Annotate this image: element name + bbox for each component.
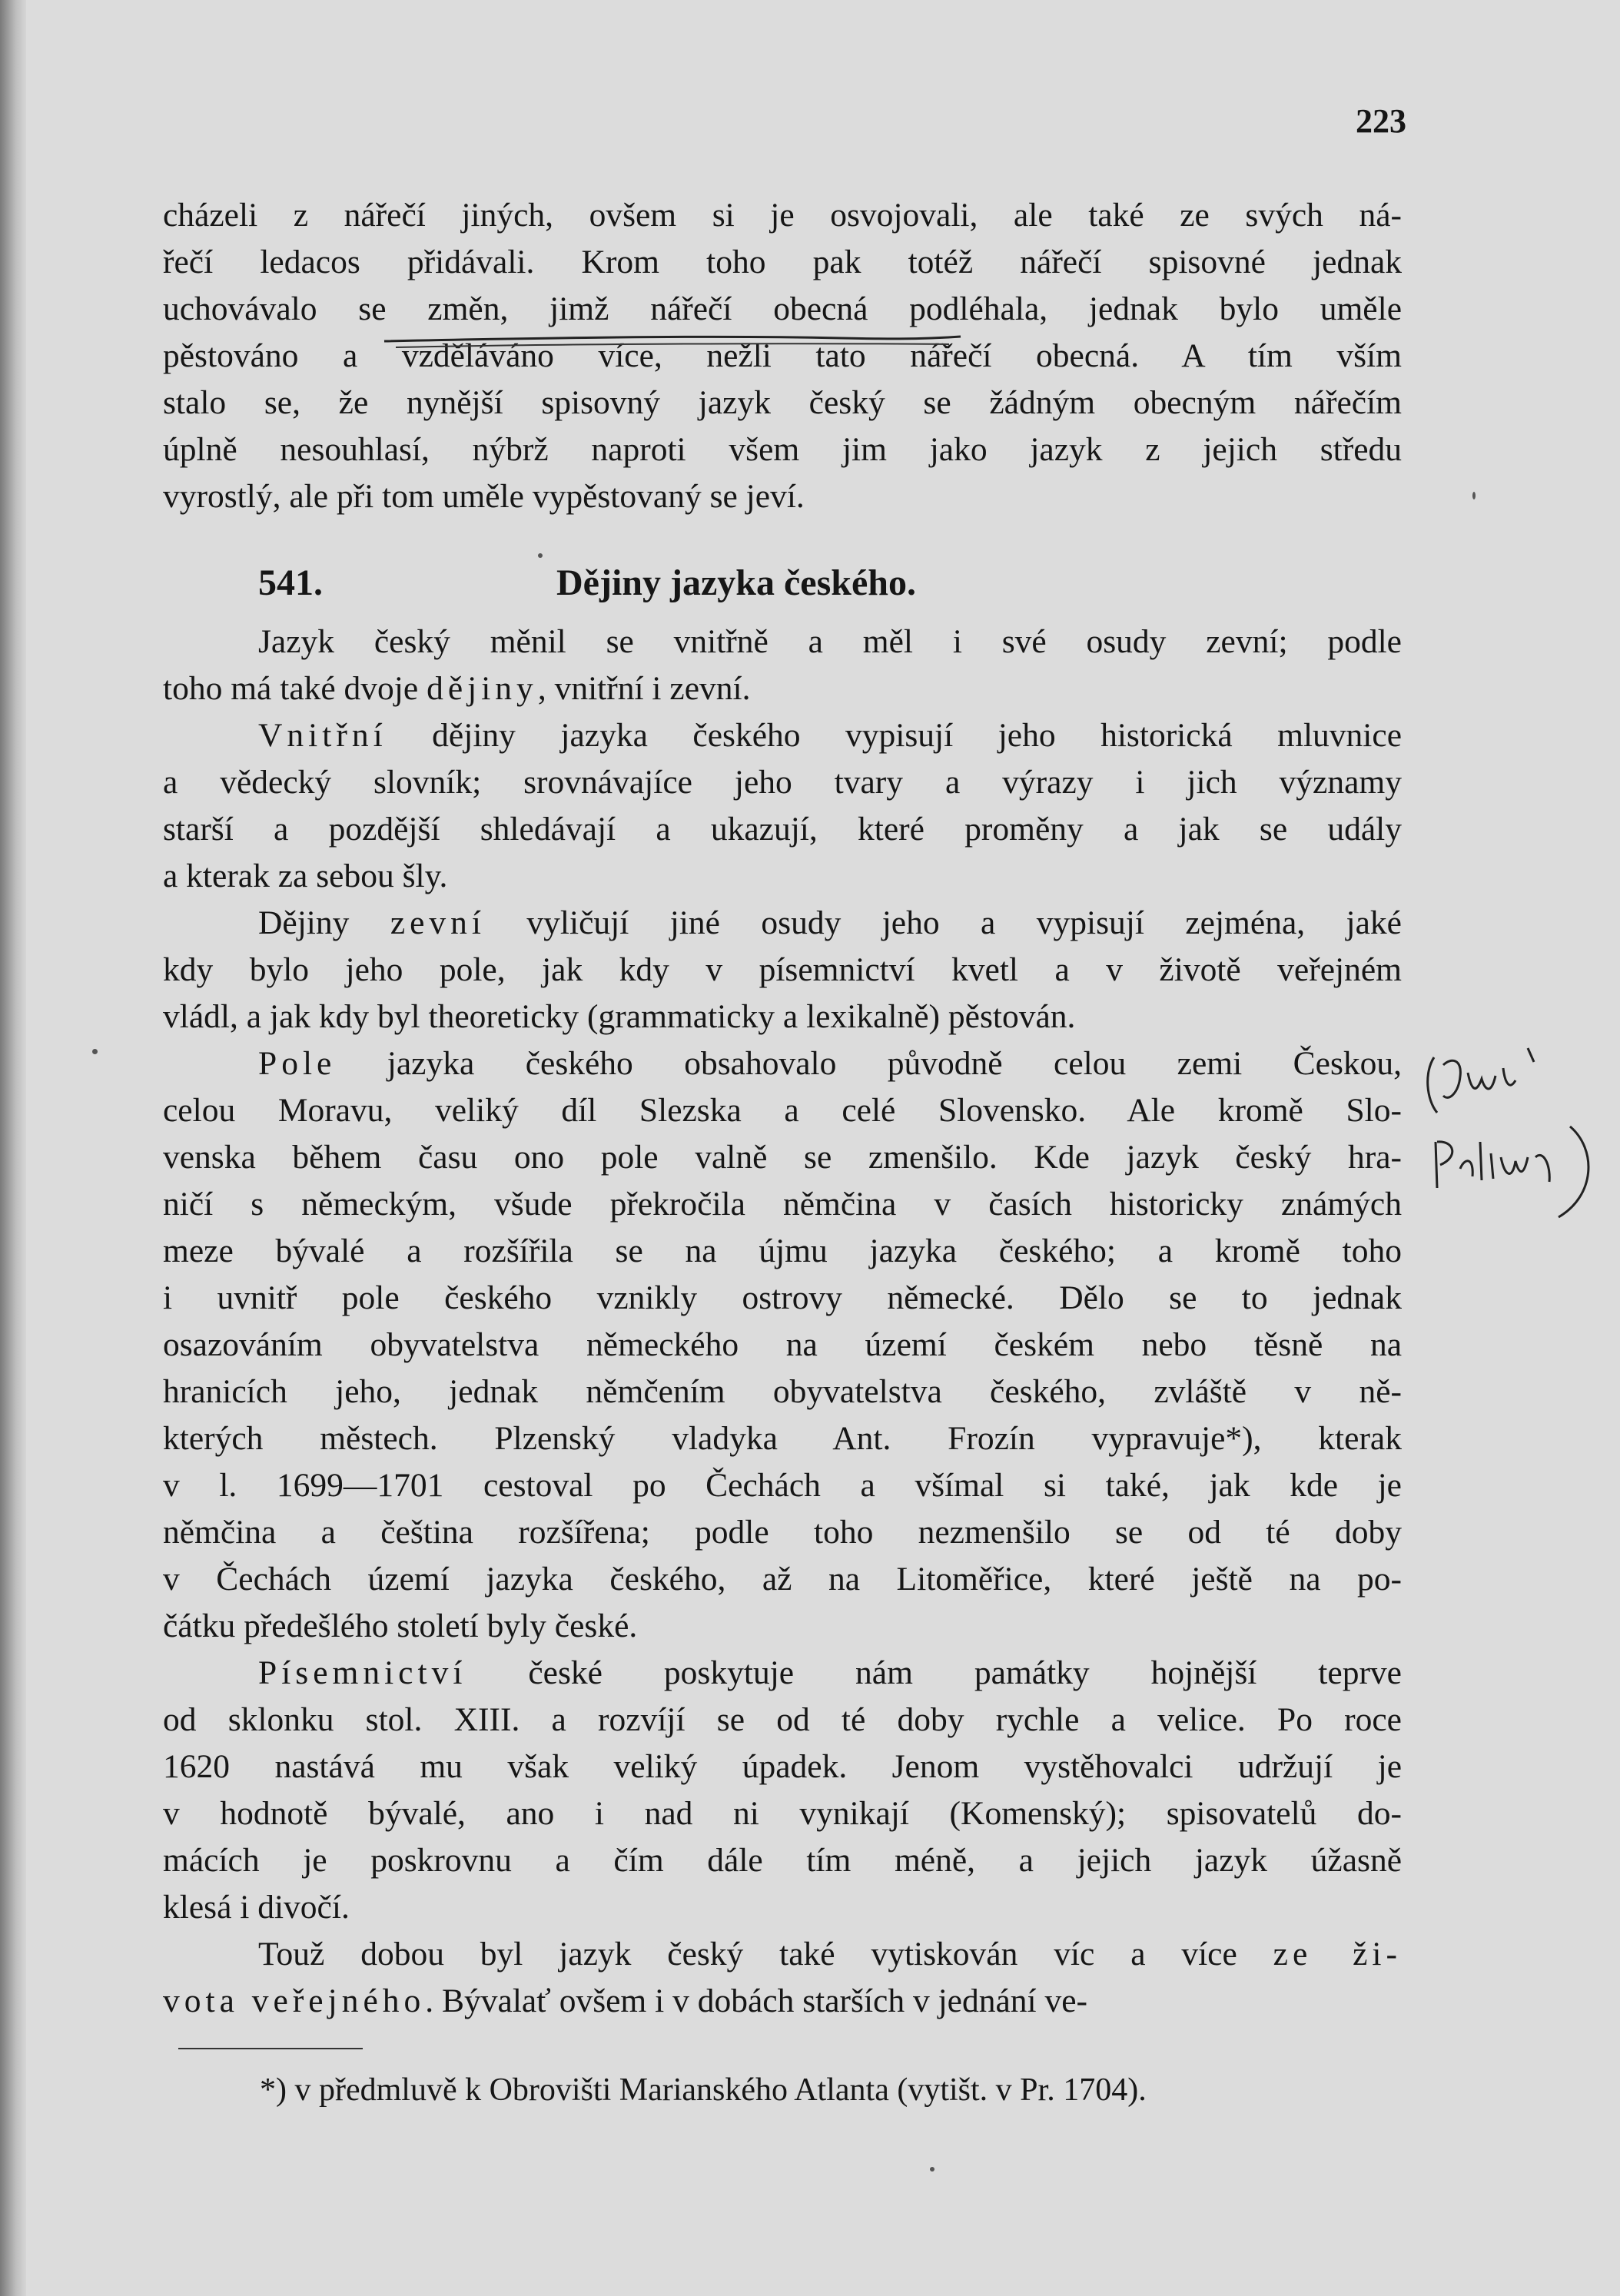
spaced-emphasis: dějiny — [427, 670, 538, 707]
text-line — [163, 1181, 1402, 1228]
line-text: v hodnotě bývalé, ano i nad ni vynikají (Komenský); spisovatelů do- — [163, 1795, 1402, 1832]
text-line — [163, 900, 1402, 947]
paragraph-7 — [163, 1931, 1402, 2025]
pencil-underline — [380, 327, 964, 350]
footnote-divider — [178, 2048, 363, 2049]
section-title: Dějiny jazyka českého. — [556, 562, 916, 603]
scan-speck — [538, 553, 543, 558]
paragraph-6 — [163, 1650, 1402, 1931]
line-text: stalo se, že nynější spisovný jazyk český se žádným obecným nářečím — [163, 384, 1402, 421]
spaced-emphasis: vota veřejného — [163, 1982, 426, 2019]
line-text: úplně nesouhlasí, nýbrž naproti všem jim jako jazyk z jejich středu — [163, 431, 1402, 468]
handwritten-margin-note — [1420, 1042, 1612, 1219]
line-text: od sklonku stol. XIII. a rozvíjí se od té doby rychle a velice. Po roce — [163, 1701, 1402, 1738]
text-line — [163, 1603, 1402, 1650]
text-line — [163, 1462, 1402, 1509]
binding-edge — [0, 0, 26, 2296]
line-text: mácích je poskrovnu a čím dále tím méně, a jejich jazyk úžasně — [163, 1842, 1402, 1879]
spaced-emphasis: Písemnictví — [258, 1654, 467, 1691]
paragraph-4 — [163, 900, 1402, 1040]
text-line — [163, 1931, 1402, 1978]
text-line — [163, 1744, 1402, 1790]
text-line — [163, 1837, 1402, 1884]
line-text: němčina a čeština rozšířena; podle toho nezmenšilo se od té doby — [163, 1514, 1402, 1551]
section-heading — [163, 548, 1402, 619]
text-line — [163, 759, 1402, 806]
text-line — [163, 947, 1402, 994]
line-text: řečí ledacos přidávali. Krom toho pak totéž nářečí spisovné jednak — [163, 244, 1402, 280]
line-text: české poskytuje nám památky hojnější teprve — [466, 1654, 1402, 1691]
line-text: celou Moravu, veliký díl Slezska a celé Slovensko. Ale kromě Slo- — [163, 1092, 1402, 1129]
line-text: toho má také dvoje — [163, 670, 427, 707]
text-line — [163, 1040, 1402, 1087]
text-line — [163, 1322, 1402, 1369]
text-line — [163, 1556, 1402, 1603]
text-line — [163, 1790, 1402, 1837]
line-text: starší a pozdější shledávají a ukazují, které proměny a jak se udály — [163, 811, 1402, 848]
line-text: pěstováno a vzděláváno více, nežli tato nářečí obecná. A tím vším — [163, 337, 1402, 374]
line-text: uchovávalo se změn, jimž nářečí obecná podléhala, jednak bylo uměle — [163, 290, 1402, 327]
scan-speck — [1472, 492, 1476, 499]
line-text: v Čechách území jazyka českého, až na Litoměřice, které ještě na po- — [163, 1561, 1402, 1598]
line-text: Touž dobou byl jazyk český také vytiskován víc a více — [258, 1936, 1273, 1973]
line-text: a kterak za sebou šly. — [163, 858, 448, 894]
text-line — [163, 712, 1402, 759]
line-text: čátku předešlého století byly české. — [163, 1608, 638, 1644]
text-line — [163, 1134, 1402, 1181]
text-line — [163, 994, 1402, 1040]
spaced-emphasis: Vnitřní — [258, 717, 387, 754]
text-line — [163, 1509, 1402, 1556]
line-text: venska během času ono pole valně se zmenšilo. Kde jazyk český hra- — [163, 1139, 1402, 1176]
line-text: osazováním obyvatelstva německého na území českém nebo těsně na — [163, 1326, 1402, 1363]
paragraph-2 — [163, 619, 1402, 712]
line-text: vyličují jiné osudy jeho a vypisují zejména, jaké — [486, 904, 1402, 941]
text-line — [163, 1415, 1402, 1462]
spaced-emphasis: Pole — [258, 1045, 337, 1082]
line-text: v l. 1699—1701 cestoval po Čechách a všímal si také, jak kde je — [163, 1467, 1402, 1504]
text-line — [163, 1697, 1402, 1744]
text-line — [163, 806, 1402, 853]
line-text: jazyka českého obsahovalo původně celou zemi Českou, — [336, 1045, 1402, 1082]
text-line — [163, 1228, 1402, 1275]
line-text: , vnitřní i zevní. — [537, 670, 751, 707]
text-line — [163, 619, 1402, 665]
text-line — [163, 473, 1402, 520]
text-line — [163, 380, 1402, 426]
text-line — [163, 286, 1402, 333]
text-line — [163, 1884, 1402, 1931]
text-line — [163, 1369, 1402, 1415]
text-line — [163, 1978, 1402, 2025]
text-line — [163, 1087, 1402, 1134]
line-text: a vědecký slovník; srovnávajíce jeho tvary a výrazy i jich významy — [163, 764, 1402, 801]
line-text: Dějiny — [258, 904, 390, 941]
line-text: vyrostlý, ale při tom uměle vypěstovaný se jeví. — [163, 478, 805, 515]
line-text: klesá i divočí. — [163, 1889, 350, 1926]
text-line — [163, 1650, 1402, 1697]
text-line — [163, 665, 1402, 712]
body-text — [163, 192, 1402, 2025]
scan-speck — [92, 1049, 98, 1054]
line-text: dějiny jazyka českého vypisují jeho historická mluvnice — [387, 717, 1402, 754]
paragraph-3 — [163, 712, 1402, 900]
line-text: 1620 nastává mu však veliký úpadek. Jenom vystěhovalci udržují je — [163, 1748, 1402, 1785]
spaced-emphasis: zevní — [390, 904, 486, 941]
footnote: *) v předmluvě k Obrovišti Marianského Atlanta (vytišt. v Pr. 1704). — [260, 2072, 1147, 2108]
line-text: cházeli z nářečí jiných, ovšem si je osvojovali, ale také ze svých ná- — [163, 197, 1402, 234]
line-text: kdy bylo jeho pole, jak kdy v písemnictví kvetl a v životě veřejném — [163, 951, 1402, 988]
text-line — [163, 192, 1402, 239]
line-text: Jazyk český měnil se vnitřně a měl i své osudy zevní; podle — [258, 623, 1402, 660]
line-text: hranicích jeho, jednak němčením obyvatelstva českého, zvláště v ně- — [163, 1373, 1402, 1410]
line-text: kterých městech. Plzenský vladyka Ant. Frozín vypravuje*), kterak — [163, 1420, 1402, 1457]
line-text: meze bývalé a rozšířila se na újmu jazyka českého; a kromě toho — [163, 1233, 1402, 1269]
paragraph-1 — [163, 192, 1402, 520]
text-line — [163, 1275, 1402, 1322]
line-text: i uvnitř pole českého vznikly ostrovy německé. Dělo se to jednak — [163, 1279, 1402, 1316]
scan-speck — [930, 2167, 934, 2172]
paragraph-5 — [163, 1040, 1402, 1650]
text-line — [163, 853, 1402, 900]
line-text: vládl, a jak kdy byl theoreticky (grammaticky a lexikalně) pěstován. — [163, 998, 1076, 1035]
text-line — [163, 426, 1402, 473]
spaced-emphasis: ze ži- — [1273, 1936, 1402, 1973]
line-text: . Bývalať ovšem i v dobách starších v jednání ve- — [425, 1982, 1088, 2019]
text-line — [163, 239, 1402, 286]
section-number: 541. — [258, 562, 323, 603]
page-number: 223 — [1356, 102, 1406, 140]
line-text: ničí s německým, všude překročila němčina v časích historicky známých — [163, 1186, 1402, 1223]
